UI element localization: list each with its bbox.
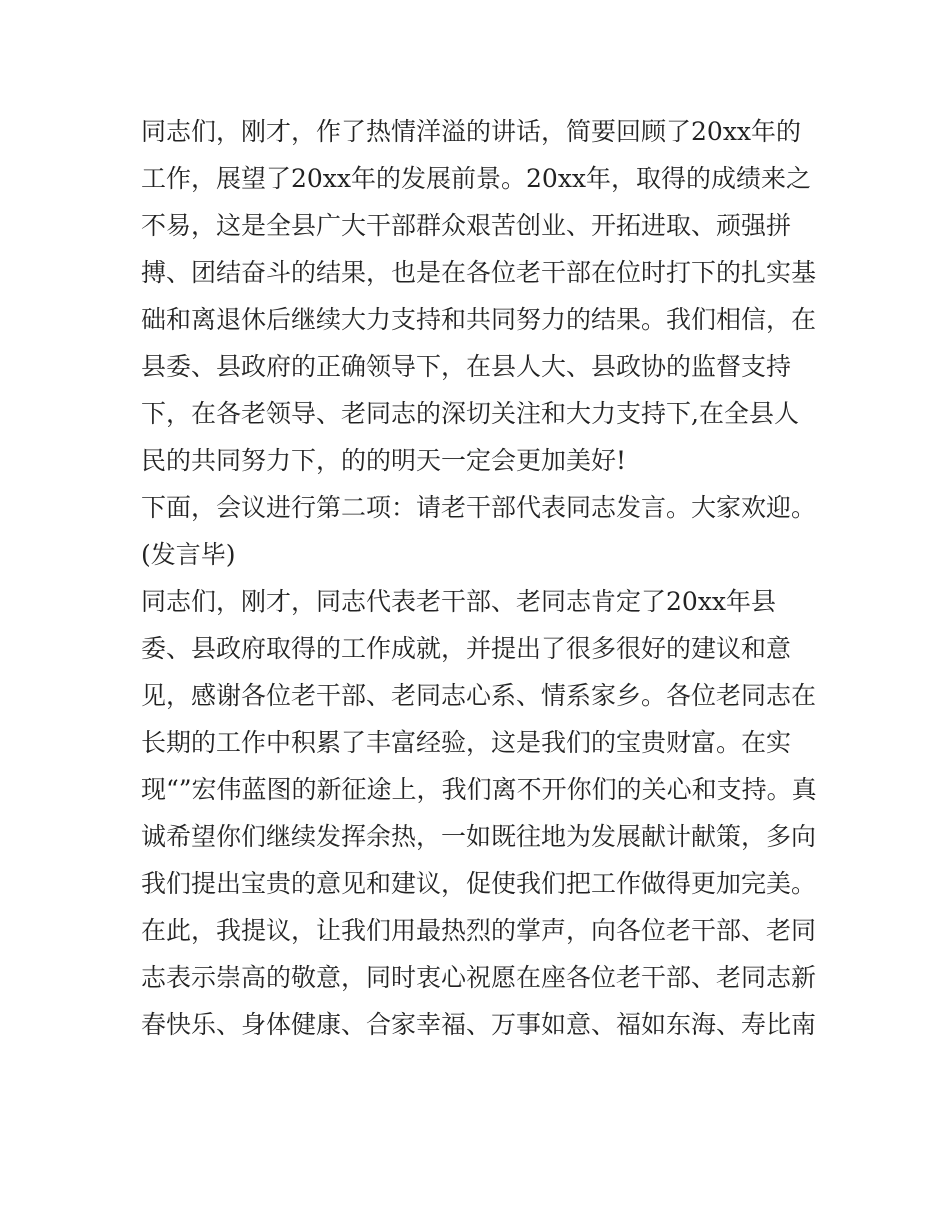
text-line: 同志们，刚才，同志代表老干部、老同志肯定了20xx年县 <box>141 587 777 616</box>
text-line: 志表示崇高的敬意，同时衷心祝愿在座各位老干部、老同志新 <box>141 963 817 992</box>
text-line: 础和离退休后继续大力支持和共同努力的结果。我们相信，在 <box>141 305 817 334</box>
document-body <box>141 108 821 1048</box>
text-line: 春快乐、身体健康、合家幸福、万事如意、福如东海、寿比南 <box>141 1010 817 1039</box>
text-line: 下面，会议进行第二项：请老干部代表同志发言。大家欢迎。 <box>141 493 817 522</box>
text-line: 搏、团结奋斗的结果，也是在各位老干部在位时打下的扎实基 <box>141 258 817 287</box>
text-line: 现“”宏伟蓝图的新征途上，我们离不开你们的关心和支持。真 <box>141 775 817 804</box>
text-line: 我们提出宝贵的意见和建议，促使我们把工作做得更加完美。 <box>141 869 817 898</box>
text-line: 工作，展望了20xx年的发展前景。20xx年，取得的成绩来之 <box>141 164 812 193</box>
text-line: 下，在各老领导、老同志的深切关注和大力支持下,在全县人 <box>141 399 799 428</box>
text-line: 委、县政府取得的工作成就，并提出了很多很好的建议和意 <box>141 634 792 663</box>
text-line: 民的共同努力下，的的明天一定会更加美好! <box>141 446 627 475</box>
text-line: 诚希望你们继续发挥余热，一如既往地为发展献计献策，多向 <box>141 822 817 851</box>
text-line: 同志们，刚才，作了热情洋溢的讲话，简要回顾了20xx年的 <box>141 117 802 146</box>
text-line: 见，感谢各位老干部、老同志心系、情系家乡。各位老同志在 <box>141 681 817 710</box>
text-line: (发言毕) <box>141 540 236 569</box>
text-line: 县委、县政府的正确领导下，在县人大、县政协的监督支持 <box>141 352 792 381</box>
text-line: 不易，这是全县广大干部群众艰苦创业、开拓进取、顽强拼 <box>141 211 792 240</box>
text-line: 长期的工作中积累了丰富经验，这是我们的宝贵财富。在实 <box>141 728 792 757</box>
text-line: 在此，我提议，让我们用最热烈的掌声，向各位老干部、老同 <box>141 916 817 945</box>
